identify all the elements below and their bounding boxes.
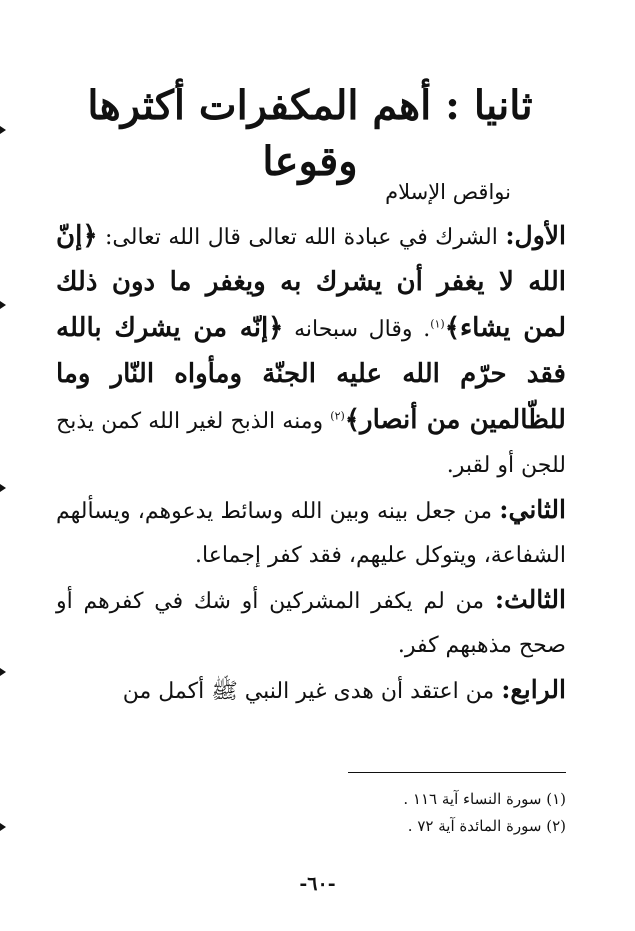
first-intro: الشرك في عبادة الله تعالى قال الله تعالى: bbox=[97, 225, 506, 250]
fourth-label: الرابع: bbox=[501, 675, 566, 704]
paragraph-fourth bbox=[56, 668, 566, 714]
footnote-divider bbox=[348, 772, 566, 773]
margin-mark-3 bbox=[0, 484, 6, 492]
footnote-ref-1[interactable]: (١) bbox=[430, 317, 445, 331]
third-text: من لم يكفر المشركين أو شك في كفرهم أو صحح مذهبهم كفر. bbox=[56, 589, 566, 658]
first-label: الأول: bbox=[505, 221, 566, 250]
paragraph-second bbox=[56, 488, 566, 578]
third-label: الثالث: bbox=[494, 585, 566, 614]
main-text bbox=[56, 170, 566, 714]
footnote-1: (١) سورة النساء آية ١١٦ . bbox=[403, 790, 566, 808]
first-mid: . وقال سبحانه bbox=[283, 317, 431, 342]
margin-mark-5 bbox=[0, 823, 6, 831]
first-end: ومنه الذبح لغير الله كمن يذبح للجن أو لقبر. bbox=[56, 409, 566, 478]
margin-mark-4 bbox=[0, 668, 6, 676]
footnotes bbox=[300, 786, 566, 840]
page-number: -٦٠- bbox=[299, 873, 336, 895]
quran-quote-1: ﴿إنّ الله لا يغفر أن يشرك به ويغفر ما دون ذلك لمن يشاء﴾ bbox=[56, 221, 567, 343]
fourth-text: من اعتقد أن هدى غير النبي ﷺ أكمل من bbox=[122, 679, 502, 704]
second-label: الثاني: bbox=[499, 495, 566, 524]
margin-mark-1 bbox=[0, 126, 6, 134]
quran-quote-2: ﴿إنّه من يشرك بالله فقد حرّم الله عليه الجنّة ومأواه النّار وما للظّالمين من أنصار﴾ bbox=[56, 313, 566, 435]
margin-mark-2 bbox=[0, 301, 6, 309]
paragraph-third bbox=[56, 578, 566, 668]
paragraph-first bbox=[56, 214, 566, 488]
footnote-ref-2[interactable]: (٢) bbox=[330, 409, 345, 423]
page-title: ثانيا : أهم المكفرات أكثرها وقوعا bbox=[87, 82, 533, 185]
section-subheading: نواقص الإسلام bbox=[385, 180, 511, 204]
footnote-2: (٢) سورة المائدة آية ٧٢ . bbox=[407, 817, 566, 835]
second-text: من جعل بينه وبين الله وسائط يدعوهم، ويسألهم الشفاعة، ويتوكل عليهم، فقد كفر إجماعا. bbox=[56, 499, 566, 568]
